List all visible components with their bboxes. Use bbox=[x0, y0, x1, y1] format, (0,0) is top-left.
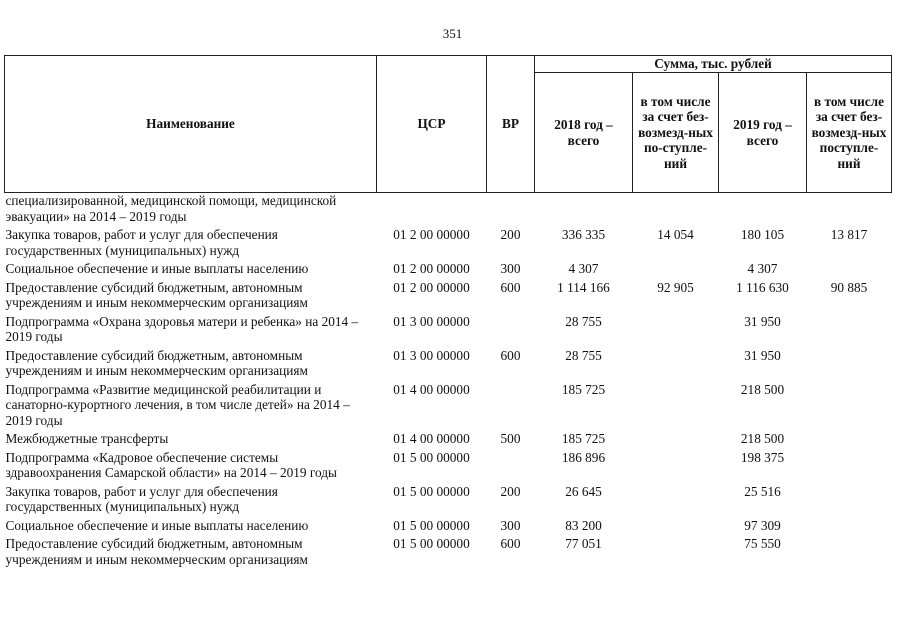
table-row bbox=[5, 431, 892, 450]
table-header bbox=[5, 56, 892, 193]
cell-2018-incl bbox=[633, 348, 719, 382]
table-row bbox=[5, 484, 892, 518]
cell-vr: 200 bbox=[500, 227, 521, 242]
cell-2018-total: 83 200 bbox=[565, 517, 602, 533]
cell-name: Закупка товаров, работ и услуг для обеспечения государственных (муниципальных) нужд bbox=[5, 483, 278, 514]
cell-name: Закупка товаров, работ и услуг для обеспечения государственных (муниципальных) нужд bbox=[5, 227, 278, 258]
cell-2018-incl bbox=[633, 193, 719, 228]
header-2018-incl: в том числе за счет без-возмезд-ных по-ступле-ний bbox=[633, 73, 719, 193]
header-name: Наименование bbox=[5, 56, 377, 193]
cell-2019-incl bbox=[807, 536, 892, 570]
cell-vr bbox=[487, 314, 535, 348]
cell-2018-total: 1 114 166 bbox=[557, 279, 610, 295]
cell-2018-incl bbox=[633, 431, 719, 450]
cell-2019-incl bbox=[807, 193, 892, 228]
cell-2019-total: 25 516 bbox=[744, 483, 781, 499]
cell-2018-incl bbox=[633, 382, 719, 432]
table-row bbox=[5, 193, 892, 228]
cell-vr: 300 bbox=[500, 261, 521, 276]
cell-2018-incl: 14 054 bbox=[657, 227, 694, 242]
table-row bbox=[5, 348, 892, 382]
cell-2019-total: 180 105 bbox=[740, 227, 785, 242]
cell-2018-total bbox=[535, 193, 633, 228]
cell-name: Подпрограмма «Кадровое обеспечение системы здравоохранения Самарской области» на 2014 – 2019 годы bbox=[5, 449, 337, 480]
cell-2018-incl bbox=[633, 314, 719, 348]
cell-2019-incl bbox=[807, 348, 892, 382]
cell-2019-incl: 90 885 bbox=[830, 279, 868, 295]
cell-2019-incl bbox=[807, 431, 892, 450]
cell-2019-total: 1 116 630 bbox=[736, 279, 789, 295]
cell-2019-total bbox=[719, 193, 807, 228]
header-2019-total: 2019 год – всего bbox=[719, 73, 807, 193]
cell-csr: 01 3 00 00000 bbox=[393, 347, 470, 363]
cell-2019-total: 31 950 bbox=[744, 347, 781, 363]
header-csr: ЦСР bbox=[377, 56, 487, 193]
cell-vr: 600 bbox=[500, 279, 521, 295]
cell-2019-incl bbox=[807, 382, 892, 432]
cell-2019-incl bbox=[807, 518, 892, 537]
cell-2018-total: 77 051 bbox=[565, 536, 602, 551]
cell-csr bbox=[377, 193, 487, 228]
cell-2018-total: 185 725 bbox=[561, 381, 606, 397]
cell-csr: 01 5 00 00000 bbox=[393, 517, 470, 533]
cell-2018-total: 186 896 bbox=[561, 449, 606, 465]
header-sum-group: Сумма, тыс. рублей bbox=[535, 56, 892, 73]
budget-table bbox=[4, 55, 892, 570]
cell-2018-incl: 92 905 bbox=[657, 279, 694, 295]
cell-name: Предоставление субсидий бюджетным, автономным учреждениям и иным некоммерческим организациям bbox=[5, 536, 308, 567]
cell-2018-total: 26 645 bbox=[565, 483, 602, 499]
cell-name: Социальное обеспечение и иные выплаты населению bbox=[5, 261, 309, 276]
cell-csr: 01 5 00 00000 bbox=[393, 483, 470, 499]
cell-csr: 01 5 00 00000 bbox=[393, 536, 470, 551]
cell-name: Предоставление субсидий бюджетным, автономным учреждениям и иным некоммерческим организациям bbox=[5, 347, 308, 378]
cell-csr: 01 2 00 00000 bbox=[393, 279, 470, 295]
cell-name: Подпрограмма «Развитие медицинской реабилитации и санаторно-курортного лечения, в том числе детей» на 2014 – 2019 годы bbox=[5, 381, 350, 428]
page-number: 351 bbox=[442, 26, 463, 41]
cell-2019-total: 97 309 bbox=[744, 517, 781, 533]
cell-2018-total: 28 755 bbox=[565, 313, 602, 329]
cell-2018-incl bbox=[633, 518, 719, 537]
cell-csr: 01 5 00 00000 bbox=[393, 449, 470, 465]
cell-vr bbox=[487, 193, 535, 228]
header-2018-total: 2018 год – всего bbox=[535, 73, 633, 193]
table-body bbox=[5, 193, 892, 571]
cell-name: Предоставление субсидий бюджетным, автономным учреждениям и иным некоммерческим организациям bbox=[5, 279, 308, 310]
cell-name: Подпрограмма «Охрана здоровья матери и ребенка» на 2014 – 2019 годы bbox=[5, 313, 359, 344]
table-row bbox=[5, 280, 892, 314]
cell-2018-incl bbox=[633, 484, 719, 518]
cell-2018-total: 4 307 bbox=[568, 261, 599, 276]
cell-csr: 01 3 00 00000 bbox=[393, 313, 470, 329]
cell-vr bbox=[487, 382, 535, 432]
cell-2018-total: 185 725 bbox=[561, 431, 606, 446]
cell-2019-incl: 13 817 bbox=[830, 227, 868, 242]
header-2019-incl: в том числе за счет без-возмезд-ных поступле-ний bbox=[807, 73, 892, 193]
cell-2019-incl bbox=[807, 261, 892, 280]
cell-csr: 01 4 00 00000 bbox=[393, 431, 470, 446]
table-row bbox=[5, 314, 892, 348]
cell-2019-total: 4 307 bbox=[747, 261, 778, 276]
cell-2019-total: 75 550 bbox=[744, 536, 781, 551]
cell-2019-total: 198 375 bbox=[740, 449, 785, 465]
cell-2019-total: 218 500 bbox=[740, 381, 785, 397]
cell-2019-total: 31 950 bbox=[744, 313, 781, 329]
cell-2019-incl bbox=[807, 314, 892, 348]
cell-2018-incl bbox=[633, 261, 719, 280]
cell-2018-incl bbox=[633, 536, 719, 570]
cell-vr: 300 bbox=[500, 517, 521, 533]
header-vr: ВР bbox=[487, 56, 535, 193]
cell-name: Социальное обеспечение и иные выплаты населению bbox=[5, 517, 309, 533]
cell-name: специализированной, медицинской помощи, медицинской эвакуации» на 2014 – 2019 годы bbox=[5, 193, 337, 224]
table-row bbox=[5, 227, 892, 261]
cell-csr: 01 2 00 00000 bbox=[393, 227, 470, 242]
cell-name: Межбюджетные трансферты bbox=[5, 431, 169, 446]
cell-csr: 01 2 00 00000 bbox=[393, 261, 470, 276]
cell-2018-incl bbox=[633, 450, 719, 484]
cell-2018-total: 28 755 bbox=[565, 347, 602, 363]
cell-vr: 500 bbox=[500, 431, 521, 446]
table-row bbox=[5, 261, 892, 280]
cell-2018-total: 336 335 bbox=[561, 227, 606, 242]
cell-vr: 600 bbox=[500, 536, 521, 551]
cell-vr: 600 bbox=[500, 347, 521, 363]
table-row bbox=[5, 536, 892, 570]
table-row bbox=[5, 382, 892, 432]
table-row bbox=[5, 518, 892, 537]
table-row bbox=[5, 450, 892, 484]
cell-2019-total: 218 500 bbox=[740, 431, 785, 446]
cell-2019-incl bbox=[807, 484, 892, 518]
cell-2019-incl bbox=[807, 450, 892, 484]
cell-vr: 200 bbox=[500, 483, 521, 499]
cell-vr bbox=[487, 450, 535, 484]
cell-csr: 01 4 00 00000 bbox=[393, 381, 470, 397]
